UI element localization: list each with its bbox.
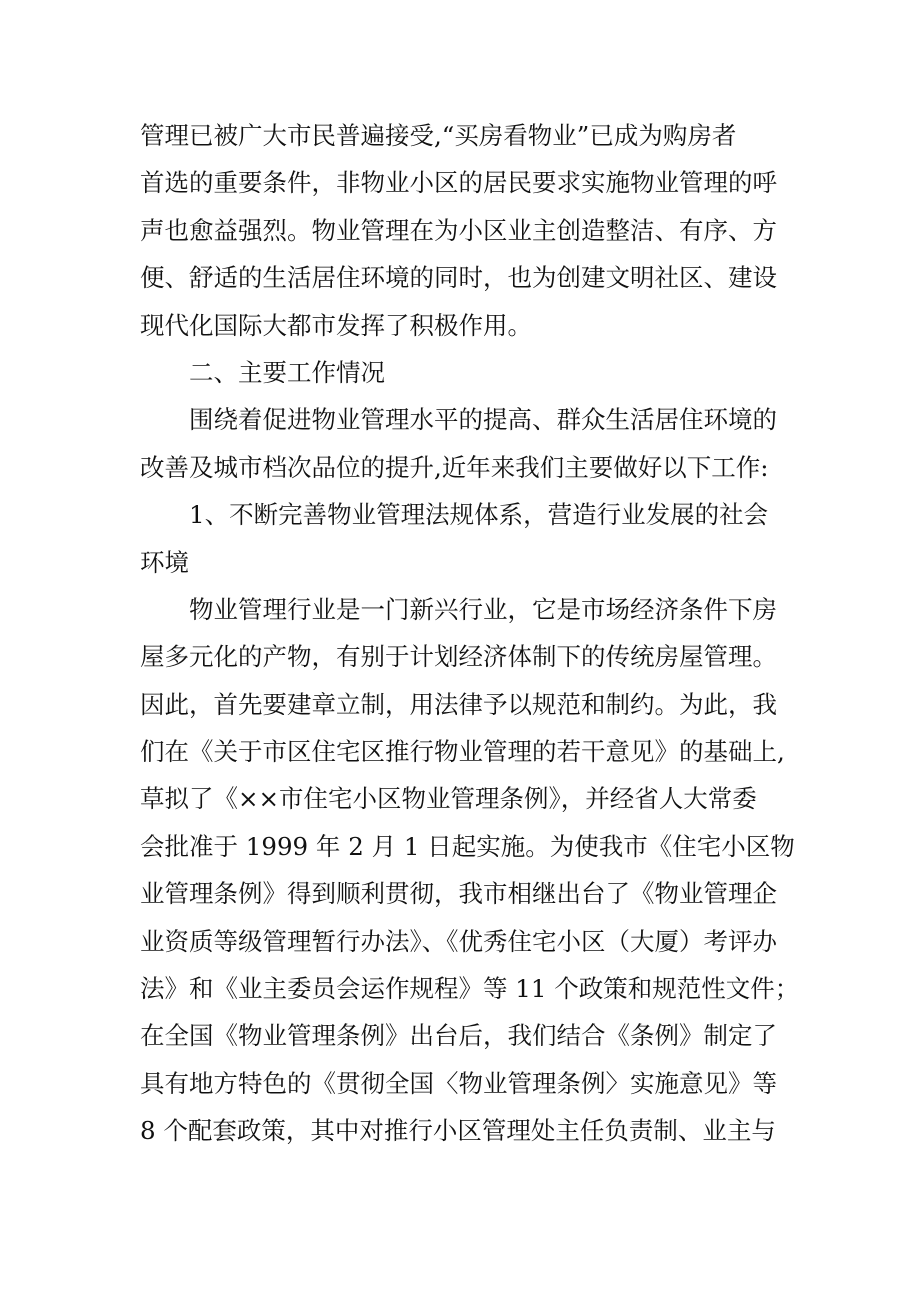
text-line: 法》和《业主委员会运作规程》等 11 个政策和规范性文件； — [140, 974, 800, 1004]
text-line: 们在《关于市区住宅区推行物业管理的若干意见》的基础上, — [140, 737, 785, 767]
text-line: 屋多元化的产物，有别于计划经济体制下的传统房屋管理。 — [140, 642, 777, 672]
text-line: 现代化国际大都市发挥了积极作用。 — [140, 310, 532, 340]
text-line: 管理已被广大市民普遍接受,“买房看物业”已成为购房者 — [140, 121, 737, 150]
document-text — [140, 112, 800, 1155]
text-line: 便、舒适的生活居住环境的同时，也为创建文明社区、建设 — [140, 263, 777, 293]
section-heading: 二、主要工作情况 — [189, 357, 385, 387]
subsection-heading: 1、不断完善物业管理法规体系，营造行业发展的社会 — [189, 500, 769, 530]
text-line: 8 个配套政策，其中对推行小区管理处主任负责制、业主与 — [140, 1116, 776, 1146]
paragraph-start: 围绕着促进物业管理水平的提高、群众生活居住环境的 — [189, 405, 777, 435]
text-line: 业资质等级管理暂行办法》、《优秀住宅小区（大厦）考评办 — [140, 926, 777, 956]
text-line: 在全国《物业管理条例》出台后，我们结合《条例》制定了 — [140, 1021, 777, 1051]
paragraph-start: 物业管理行业是一门新兴行业，它是市场经济条件下房 — [189, 594, 777, 624]
text-line: 会批准于 1999 年 2 月 1 日起实施。为使我市《住宅小区物 — [140, 831, 795, 861]
text-line: 因此，首先要建章立制，用法律予以规范和制约。为此，我 — [140, 689, 777, 719]
text-line: 具有地方特色的《贯彻全国〈物业管理条例〉实施意见》等 — [140, 1068, 777, 1098]
text-line: 业管理条例》得到顺利贯彻，我市相继出台了《物业管理企 — [140, 879, 777, 909]
text-line: 草拟了《××市住宅小区物业管理条例》，并经省人大常委 — [140, 784, 757, 814]
text-line: 首选的重要条件，非物业小区的居民要求实施物业管理的呼 — [140, 168, 777, 198]
text-line: 改善及城市档次品位的提升,近年来我们主要做好以下工作: — [140, 452, 769, 482]
text-line: 声也愈益强烈。物业管理在为小区业主创造整洁、有序、方 — [140, 215, 777, 245]
text-line: 环境 — [140, 547, 189, 577]
